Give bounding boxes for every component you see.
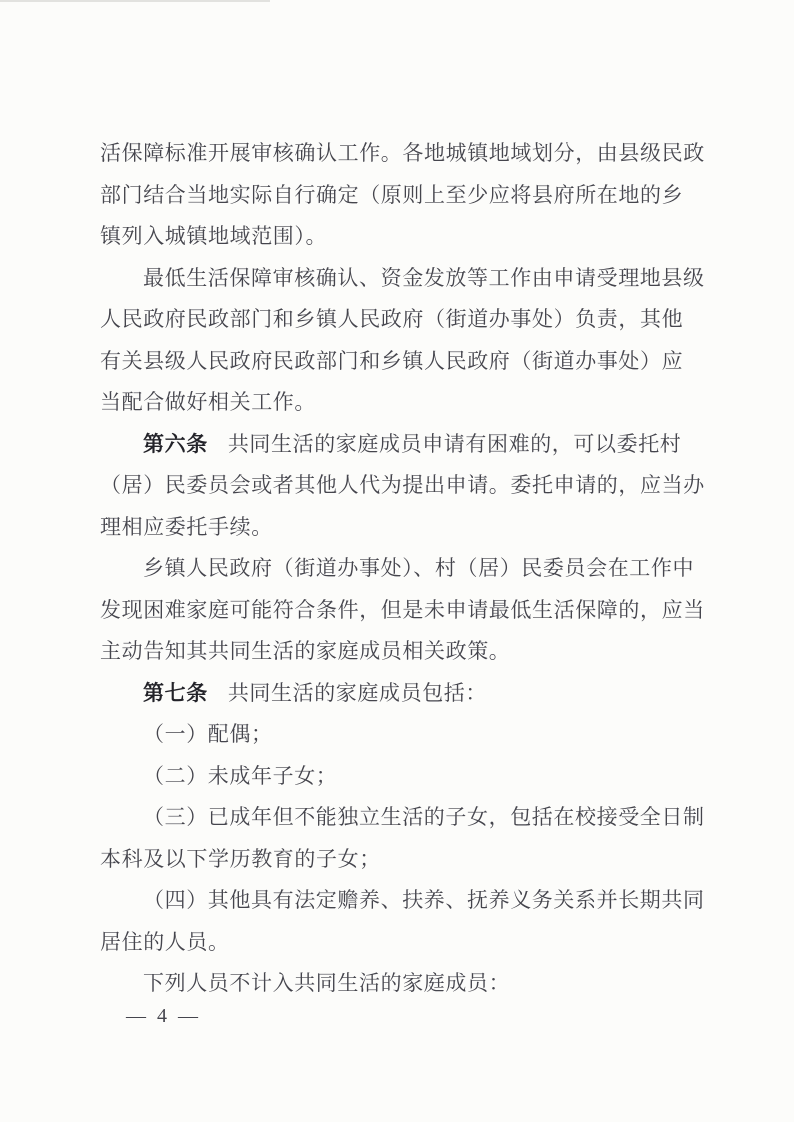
line-text: 当配合做好相关工作。	[100, 390, 316, 414]
text-line	[100, 216, 696, 258]
text-line	[100, 922, 696, 964]
line-text: 部门结合当地实际自行确定（原则上至少应将县府所在地的乡	[100, 182, 684, 207]
text-line	[100, 299, 696, 341]
article-heading-line	[100, 424, 696, 466]
article-heading-line	[100, 673, 696, 715]
line-text: 镇列入城镇地域范围）。	[100, 224, 328, 248]
text-line	[100, 382, 696, 424]
line-text: 乡镇人民政府（街道办事处）、村（居）民委员会在工作中	[143, 556, 695, 580]
text-line	[100, 341, 696, 383]
page-number: — 4 —	[126, 1005, 201, 1027]
list-item-line	[100, 756, 696, 798]
list-item-line	[100, 797, 705, 839]
line-text: 共同生活的家庭成员申请有困难的，可以委托村	[227, 431, 682, 456]
line-text: 有关县级人民政府民政部门和乡镇人民政府（街道办事处）应	[100, 348, 684, 373]
line-text: 主动告知其共同生活的家庭成员相关政策。	[100, 639, 511, 663]
line-text: （一）配偶；	[143, 722, 273, 746]
text-line	[100, 133, 705, 175]
line-text: 最低生活保障审核确认、资金发放等工作由申请受理地县级	[143, 265, 705, 290]
line-text: 居住的人员。	[100, 929, 230, 954]
text-line	[100, 631, 696, 673]
text-line	[100, 548, 696, 590]
line-text: 下列人员不计入共同生活的家庭成员：	[143, 971, 511, 995]
line-text: 发现困难家庭可能符合条件，但是未申请最低生活保障的，应当	[100, 597, 705, 622]
line-text: （二）未成年子女；	[143, 763, 338, 788]
text-line	[100, 175, 696, 217]
line-text: 本科及以下学历教育的子女；	[100, 846, 381, 871]
line-text: 活保障标准开展审核确认工作。各地城镇地域划分，由县级民政	[100, 141, 705, 165]
article-number-7: 第七条	[143, 680, 208, 705]
line-text: （三）已成年但不能独立生活的子女，包括在校接受全日制	[143, 805, 705, 829]
line-text: 共同生活的家庭成员包括：	[227, 680, 488, 705]
line-text: （居）民委员会或者其他人代为提出申请。委托申请的，应当办	[100, 473, 705, 497]
text-line	[100, 963, 696, 1005]
line-text: 人民政府民政部门和乡镇人民政府（街道办事处）负责，其他	[100, 307, 684, 331]
article-number-6: 第六条	[143, 431, 208, 456]
text-line	[100, 590, 705, 632]
line-text: （四）其他具有法定赡养、扶养、抚养义务关系并长期共同	[143, 888, 705, 912]
list-item-line	[100, 880, 705, 922]
text-line	[100, 258, 705, 300]
text-line	[100, 839, 696, 881]
list-item-line	[100, 714, 696, 756]
line-text: 理相应委托手续。	[100, 514, 273, 539]
text-line	[100, 465, 705, 507]
scan-artifact	[0, 0, 270, 2]
text-line	[100, 507, 696, 549]
document-body	[100, 133, 705, 1005]
